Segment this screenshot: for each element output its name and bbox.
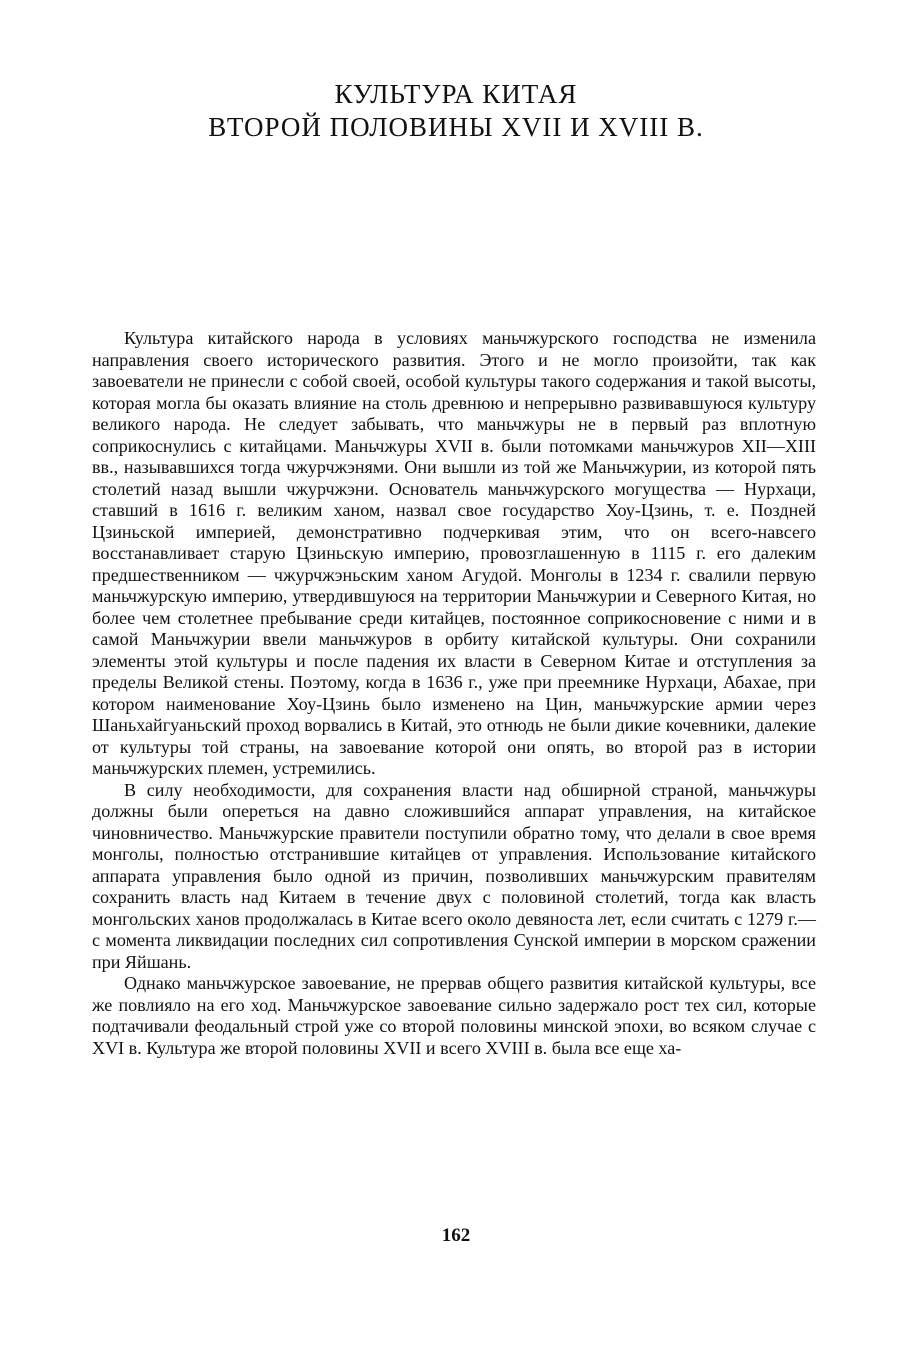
paragraph-3: Однако маньчжурское завоевание, не прервав общего развития китайской культуры, все же повлияло на его ход. Маньчжурское завоевание сильно задержало рост тех сил, которые подтачивали феодальный строй уже со второй половины минской эпохи, во всяком случае с XVI в. Культура же второй половины XVII и всего XVIII в. была все еще ха- [92, 973, 816, 1058]
chapter-title [0, 78, 912, 144]
chapter-title-line-1: КУЛЬТУРА КИТАЯ [334, 79, 578, 109]
paragraph-1: Культура китайского народа в условиях маньчжурского господства не изменила направления своего исторического развития. Этого и не могло произойти, так как завоеватели не принесли с собой своей, особой культуры такого содержания и такой высоты, которая могла бы оказать влияние на столь древнюю и непрерывно развивавшуюся культуру великого народа. Не следует забывать, что маньчжуры не в первый раз вплотную соприкоснулись с китайцами. Маньчжуры XVII в. были потомками маньчжуров XII—XIII вв., называвшихся тогда чжурчжэнями. Они вышли из той же Маньчжурии, из которой пять столетий назад вышли чжурчжэни. Основатель маньчжурского могущества — Нурхаци, ставший в 1616 г. великим ханом, назвал свое государство Хоу-Цзинь, т. е. Поздней Цзиньской империей, демонстративно подчеркивая этим, что он всего-навсего восстанавливает старую Цзиньскую империю, провозглашенную в 1115 г. его далеким предшественником — чжурчжэньским ханом Агудой. Монголы в 1234 г. свалили первую маньчжурскую империю, утвердившуюся на территории Маньчжурии и Северного Китая, но более чем столетнее пребывание среди китайцев, постоянное соприкосновение с ними и в самой Маньчжурии ввели маньчжуров в орбиту китайской культуры. Они сохранили элементы этой культуры и после падения их власти в Северном Китае и отступления за пределы Великой стены. Поэтому, когда в 1636 г., уже при преемнике Нурхаци, Абахае, при котором наименование Хоу-Цзинь было изменено на Цин, маньчжурские армии через Шаньхайгуаньский проход ворвались в Китай, это отнюдь не были дикие кочевники, далекие от культуры той страны, на завоевание которой они опять, во второй раз в истории маньчжурских племен, устремились. [92, 328, 816, 778]
chapter-title-line-2: ВТОРОЙ ПОЛОВИНЫ XVII И XVIII В. [208, 112, 704, 142]
page-number: 162 [441, 1225, 471, 1246]
body-text [92, 328, 816, 1059]
paragraph-2: В силу необходимости, для сохранения власти над обширной страной, маньчжуры должны были опереться на давно сложившийся аппарат управления, на китайское чиновничество. Маньчжурские правители поступили обратно тому, что делали в свое время монголы, полностью отстранившие китайцев от управления. Использование китайского аппарата управления было одной из причин, позволивших маньчжурским правителям сохранить власть над Китаем в течение двух с половиной столетий, тогда как власть монгольских ханов продолжалась в Китае всего около девяноста лет, если считать с 1279 г.— с момента ликвидации последних сил сопротивления Сунской империи в морском сражении при Яйшань. [92, 779, 816, 972]
